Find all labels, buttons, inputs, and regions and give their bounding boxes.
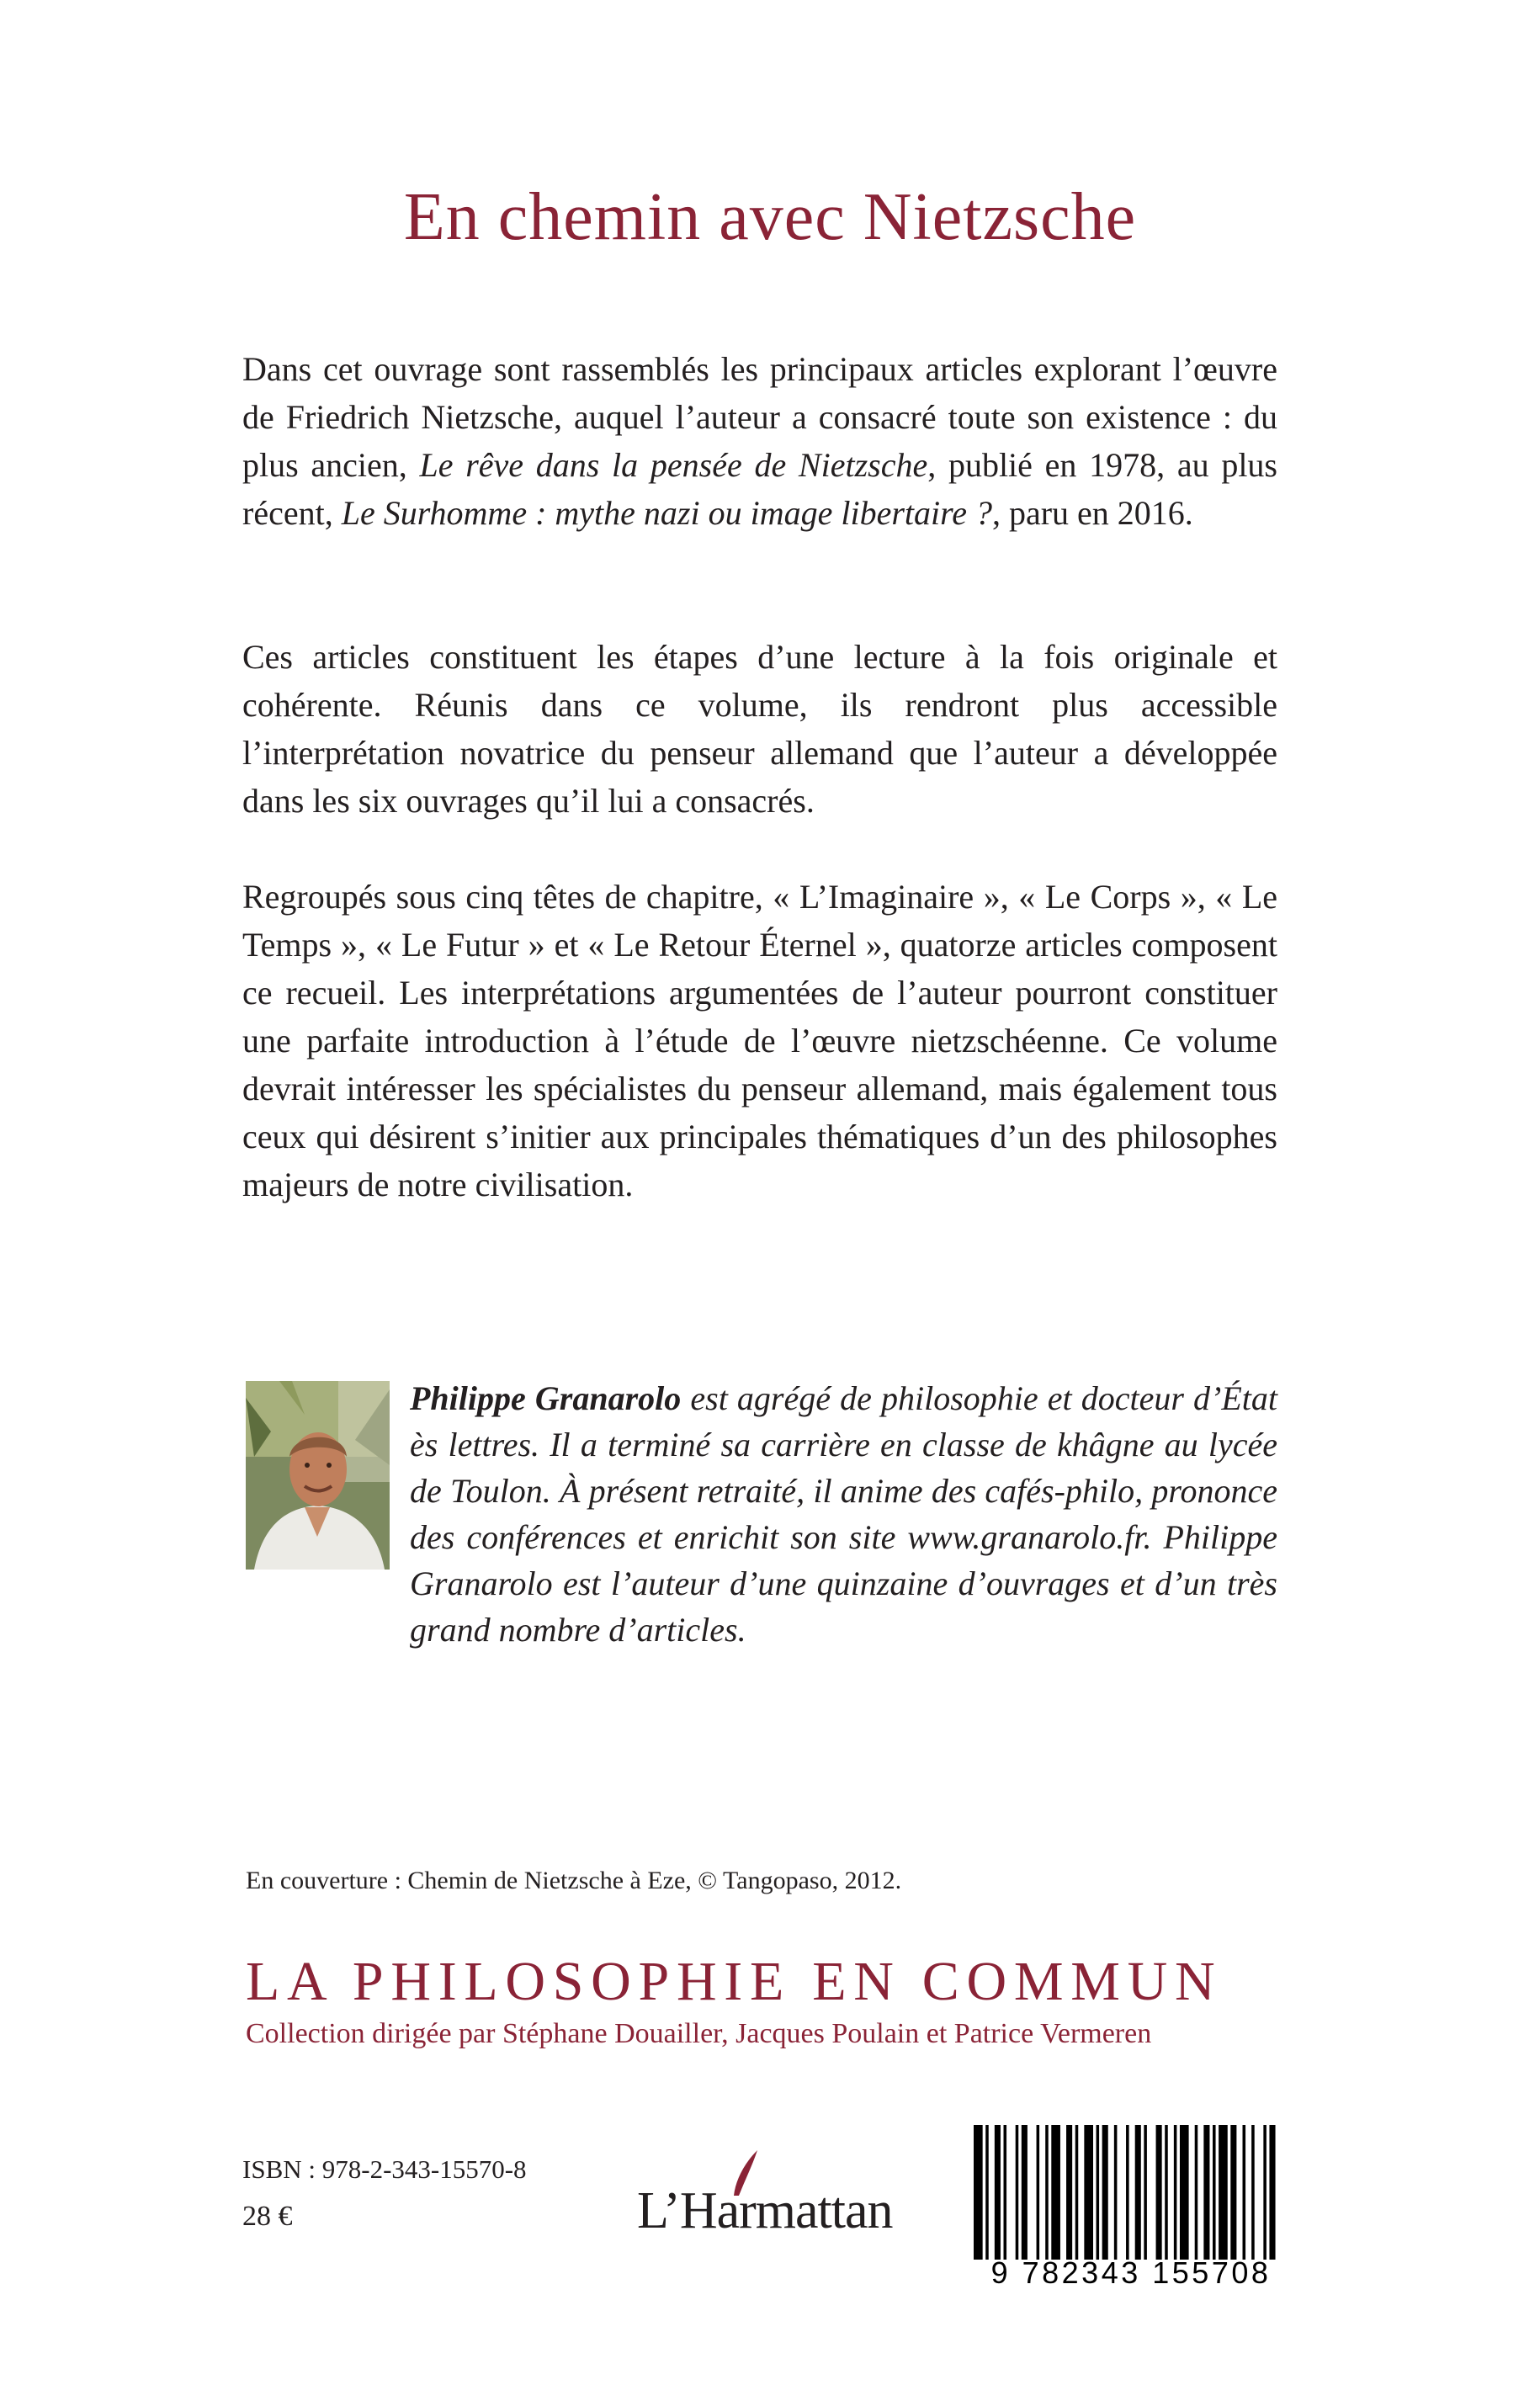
- barcode-bar: [995, 2125, 1001, 2260]
- barcode-bar: [1269, 2125, 1275, 2260]
- summary-paragraph-3: Regroupés sous cinq têtes de chapitre, « L’Imaginaire », « Le Corps », « Le Temps », « Le Futur » et « Le Retour Éternel », quatorze articles composent ce recueil. Les interprétations argumentées de l’auteur pourront constituer une parfaite introduction à l’étude de l’œuvre nietzschéenne. Ce volume devrait intéresser les spécialistes du penseur allemand, mais également tous ceux qui désirent s’initier aux principales thématiques d’un des philosophes majeurs de notre civilisation.: [242, 878, 1277, 1203]
- barcode-bar: [1243, 2125, 1246, 2260]
- barcode-bar: [1016, 2125, 1019, 2260]
- barcode-bar: [1251, 2125, 1255, 2260]
- barcode-bar: [1102, 2125, 1108, 2260]
- summary-paragraph-2: Ces articles constituent les étapes d’une lecture à la fois originale et cohérente. Réunis dans ce volume, ils rendront plus accessible l’interprétation novatrice du penseur allemand que l’auteur a développée dans les six ouvrages qu’il lui a consacrés.: [242, 638, 1277, 820]
- barcode-bar: [1084, 2125, 1093, 2260]
- summary-paragraph-1: [242, 345, 1277, 537]
- barcode-bar: [974, 2125, 983, 2260]
- barcode-bar: [1195, 2125, 1198, 2260]
- barcode-bar: [1203, 2125, 1209, 2260]
- book-title: En chemin avec Nietzsche: [403, 180, 1137, 254]
- barcode-digits: 9 782343 155708: [990, 2255, 1272, 2290]
- paragraph-1-text-c: , publié en 1978, au plus récent,: [242, 446, 1277, 532]
- barcode-bar: [1022, 2125, 1028, 2260]
- barcode-bar: [1037, 2125, 1040, 2260]
- price: 28 €: [242, 2201, 293, 2232]
- barcode-bar: [1230, 2125, 1236, 2260]
- barcode-bar: [1045, 2125, 1049, 2260]
- barcode-bar: [1097, 2125, 1100, 2260]
- collection-directors: Collection dirigée par Stéphane Douailler, Jacques Poulain et Patrice Vermeren: [246, 2018, 1152, 2049]
- barcode-bar: [1263, 2125, 1267, 2260]
- publisher-logo: [637, 2182, 893, 2239]
- barcode-bar: [1004, 2125, 1007, 2260]
- paragraph-1-text-a: Dans cet ouvrage sont rassemblés les principaux articles explorant l’œuvre de Friedrich Nietzsche, auquel l’auteur a consacré toute son existence : du plus ancien,: [242, 350, 1277, 484]
- barcode-bar: [1219, 2125, 1228, 2260]
- barcode-bar: [1066, 2125, 1072, 2260]
- author-bio-text: est agrégé de philosophie et docteur d’État ès lettres. Il a terminé sa carrière en classe de khâgne au lycée de Toulon. À présent retraité, il anime des cafés-philo, prononce des conférences et enrichit son site www.granarolo.fr. Philippe Granarolo est l’auteur d’une quinzaine d’ouvrages et d’un très grand nombre d’articles.: [410, 1379, 1277, 1649]
- barcode-bar: [1144, 2125, 1147, 2260]
- paragraph-1-text-e: , paru en 2016.: [991, 494, 1193, 532]
- publisher-name: Harmattan: [679, 2182, 893, 2239]
- barcode-bar: [1075, 2125, 1079, 2260]
- barcode-bar: [1174, 2125, 1177, 2260]
- barcode-bar: [1156, 2125, 1162, 2260]
- barcode-bar: [985, 2125, 989, 2260]
- isbn: ISBN : 978-2-343-15570-8: [242, 2154, 527, 2184]
- author-name: Philippe Granarolo: [410, 1379, 682, 1417]
- barcode-bar: [1051, 2125, 1060, 2260]
- barcode-bar: [1126, 2125, 1129, 2260]
- author-bio: [410, 1375, 1277, 1653]
- barcode-bar: [1213, 2125, 1216, 2260]
- publisher-prefix: L’: [637, 2182, 680, 2239]
- collection-name: LA PHILOSOPHIE EN COMMUN: [246, 1951, 1223, 2012]
- barcode-bar: [1165, 2125, 1168, 2260]
- barcode-bar: [1114, 2125, 1118, 2260]
- barcode: [972, 2125, 1288, 2260]
- paragraph-1-title-1: Le rêve dans la pensée de Nietzsche: [419, 446, 928, 484]
- barcode-bar: [1180, 2125, 1189, 2260]
- barcode-bar: [1135, 2125, 1141, 2260]
- cover-credit: En couverture : Chemin de Nietzsche à Eze, © Tangopaso, 2012.: [246, 1867, 902, 1894]
- publisher-mark-icon: [727, 2147, 761, 2197]
- author-photo: [246, 1381, 390, 1570]
- paragraph-1-title-2: Le Surhomme : mythe nazi ou image libertaire ?: [341, 494, 992, 532]
